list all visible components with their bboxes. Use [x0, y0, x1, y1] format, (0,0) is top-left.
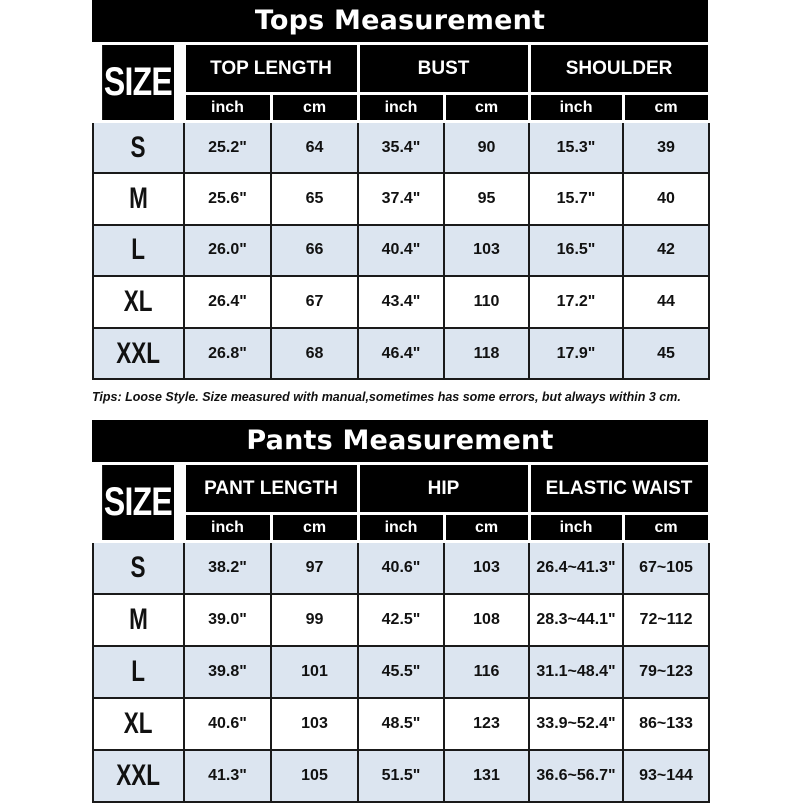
measurement-cell: 40 — [623, 173, 709, 225]
size-label: XL — [124, 706, 153, 740]
measurement-cell: 26.0" — [184, 225, 271, 277]
unit-header: cm — [623, 514, 709, 542]
measurement-cell: 67~105 — [623, 542, 709, 594]
measurement-cell: 123 — [444, 698, 529, 750]
header-row — [93, 464, 709, 514]
pants-table — [92, 462, 711, 803]
size-cell — [93, 173, 184, 225]
measurement-cell: 97 — [271, 542, 358, 594]
measurement-cell: 110 — [444, 276, 529, 328]
measurement-cell: 65 — [271, 173, 358, 225]
measurement-cell: 116 — [444, 646, 529, 698]
column-group-header: PANT LENGTH — [184, 464, 358, 514]
size-label: XL — [124, 285, 153, 319]
measurement-cell: 105 — [271, 750, 358, 802]
tops-measurement-section — [92, 0, 708, 380]
measurement-cell: 39.8" — [184, 646, 271, 698]
size-cell — [93, 698, 184, 750]
pants-measurement-section — [92, 420, 708, 803]
unit-header: cm — [444, 514, 529, 542]
unit-header: inch — [358, 514, 444, 542]
measurement-cell: 86~133 — [623, 698, 709, 750]
size-label: XXL — [116, 336, 161, 370]
measurement-cell: 66 — [271, 225, 358, 277]
unit-header: inch — [529, 514, 623, 542]
measurement-cell: 103 — [271, 698, 358, 750]
column-group-header: HIP — [358, 464, 529, 514]
measurement-cell: 46.4" — [358, 328, 444, 380]
size-label: M — [129, 602, 148, 636]
measurement-cell: 35.4" — [358, 122, 444, 174]
measurement-cell: 40.6" — [358, 542, 444, 594]
size-label: L — [131, 654, 146, 688]
tops-title: Tops Measurement — [92, 0, 708, 42]
table-row — [93, 698, 709, 750]
column-group-header: TOP LENGTH — [184, 44, 358, 94]
table-row — [93, 122, 709, 174]
table-row — [93, 225, 709, 277]
header-row — [93, 44, 709, 94]
measurement-cell: 95 — [444, 173, 529, 225]
measurement-cell: 51.5" — [358, 750, 444, 802]
measurement-cell: 64 — [271, 122, 358, 174]
size-label: XXL — [116, 758, 161, 792]
size-label: S — [130, 130, 146, 164]
measurement-cell: 39.0" — [184, 594, 271, 646]
size-cell — [93, 225, 184, 277]
pants-title: Pants Measurement — [92, 420, 708, 462]
tips-note: Tips: Loose Style. Size measured with manual,sometimes has some errors, but always within 3 cm. — [92, 390, 681, 404]
column-group-header: SHOULDER — [529, 44, 709, 94]
size-cell — [93, 276, 184, 328]
size-label: S — [130, 550, 146, 584]
measurement-cell: 15.7" — [529, 173, 623, 225]
measurement-cell: 38.2" — [184, 542, 271, 594]
measurement-cell: 26.8" — [184, 328, 271, 380]
unit-row — [93, 94, 709, 122]
measurement-cell: 25.2" — [184, 122, 271, 174]
measurement-cell: 40.6" — [184, 698, 271, 750]
measurement-cell: 25.6" — [184, 173, 271, 225]
measurement-cell: 44 — [623, 276, 709, 328]
column-group-header: BUST — [358, 44, 529, 94]
unit-row — [93, 514, 709, 542]
table-row — [93, 276, 709, 328]
measurement-cell: 67 — [271, 276, 358, 328]
table-row — [93, 173, 709, 225]
measurement-cell: 42.5" — [358, 594, 444, 646]
measurement-cell: 42 — [623, 225, 709, 277]
table-row — [93, 542, 709, 594]
measurement-cell: 90 — [444, 122, 529, 174]
measurement-cell: 41.3" — [184, 750, 271, 802]
tops-table — [92, 42, 711, 380]
measurement-cell: 33.9~52.4" — [529, 698, 623, 750]
measurement-cell: 101 — [271, 646, 358, 698]
size-cell — [93, 750, 184, 802]
size-header: SIZE — [102, 464, 175, 542]
measurement-cell: 99 — [271, 594, 358, 646]
measurement-cell: 118 — [444, 328, 529, 380]
size-cell — [93, 328, 184, 380]
unit-header: inch — [184, 94, 271, 122]
measurement-cell: 17.2" — [529, 276, 623, 328]
unit-header: inch — [184, 514, 271, 542]
measurement-cell: 40.4" — [358, 225, 444, 277]
column-group-header: ELASTIC WAIST — [529, 464, 709, 514]
table-row — [93, 594, 709, 646]
size-cell — [93, 542, 184, 594]
measurement-cell: 45 — [623, 328, 709, 380]
measurement-cell: 68 — [271, 328, 358, 380]
unit-header: cm — [444, 94, 529, 122]
measurement-cell: 37.4" — [358, 173, 444, 225]
table-row — [93, 646, 709, 698]
measurement-cell: 15.3" — [529, 122, 623, 174]
measurement-cell: 26.4~41.3" — [529, 542, 623, 594]
size-cell — [93, 594, 184, 646]
unit-header: cm — [623, 94, 709, 122]
measurement-cell: 36.6~56.7" — [529, 750, 623, 802]
measurement-cell: 131 — [444, 750, 529, 802]
size-cell — [93, 122, 184, 174]
measurement-cell: 31.1~48.4" — [529, 646, 623, 698]
measurement-cell: 17.9" — [529, 328, 623, 380]
measurement-cell: 43.4" — [358, 276, 444, 328]
measurement-cell: 93~144 — [623, 750, 709, 802]
measurement-cell: 39 — [623, 122, 709, 174]
measurement-cell: 16.5" — [529, 225, 623, 277]
unit-header: inch — [529, 94, 623, 122]
measurement-cell: 28.3~44.1" — [529, 594, 623, 646]
measurement-cell: 108 — [444, 594, 529, 646]
table-row — [93, 328, 709, 380]
measurement-cell: 103 — [444, 542, 529, 594]
measurement-cell: 26.4" — [184, 276, 271, 328]
measurement-cell: 79~123 — [623, 646, 709, 698]
size-header: SIZE — [102, 44, 175, 122]
unit-header: cm — [271, 514, 358, 542]
unit-header: inch — [358, 94, 444, 122]
measurement-cell: 45.5" — [358, 646, 444, 698]
size-cell — [93, 646, 184, 698]
size-label: M — [129, 181, 148, 215]
measurement-cell: 72~112 — [623, 594, 709, 646]
measurement-cell: 103 — [444, 225, 529, 277]
size-label: L — [131, 233, 146, 267]
unit-header: cm — [271, 94, 358, 122]
measurement-cell: 48.5" — [358, 698, 444, 750]
table-row — [93, 750, 709, 802]
